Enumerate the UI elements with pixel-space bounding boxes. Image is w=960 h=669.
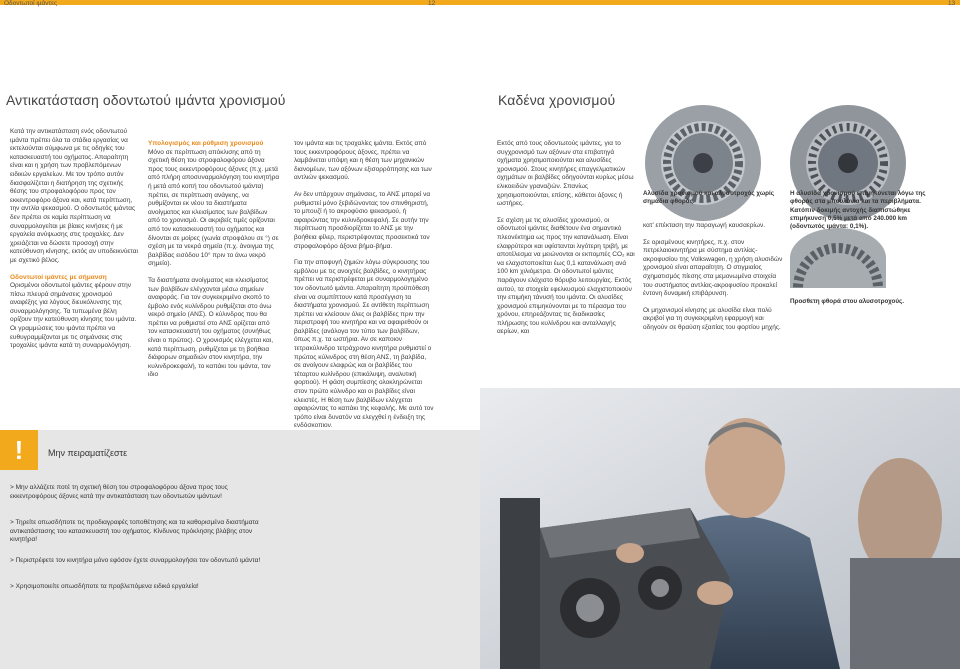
column-2 <box>148 140 280 380</box>
warning-bullet: > Χρησιμοποιείτε οπωσδήποτε τα προβλεπόμενα ειδικά εργαλεία! <box>10 583 199 590</box>
paragraph: Μόνο σε περίπτωση απόκλισης από τη σχετική θέση του στροφαλοφόρου άξονα προς τους εκκεντροφόρους άξονες (π.χ. μετά από πλήρη αποσυναρμολόγηση του κινητήρα ή μετά από κοπή του οδοντωτού ιμάντα) πρέπει, σε περίπτωση ανάγκης, να ρυθμίζονται εκ νέου τα διαστήματα ανοίγματος και κλεισίματος των βαλβίδων από το χρονισμό. Οι ακριβείς τιμές ορίζονται από τον κατασκευαστή του οχήματος και δίνονται σε μοίρες (γωνία στροφάλου σε °) σε σχέση με τα νεκρά σημεία (π.χ. άνοιγμα της βαλβίδας εισόδου 10° πριν το άνω νεκρό σημείο). <box>148 148 280 268</box>
column-4 <box>497 140 637 337</box>
paragraph: Σε ορισμένους κινητήρες, π.χ. στον πετρελαιοκινητήρα με σύστημα αντλίας-ακροφυσίου της Volkswagen, η χρήση αλυσιδών χρονισμού είναι απαραίτητη. Ο στιγμιαίος σχηματισμός πίεσης στα μεμονωμένα στοιχεία του συστήματος αντλίας-ακροφυσίου προκαλεί έντονη δυναμική επιβάρυνση. <box>643 238 783 298</box>
chain-wear-detail-photo <box>790 228 886 288</box>
subheading: Υπολογισμός και ρύθμιση χρονισμού <box>148 140 264 147</box>
paragraph: Εκτός από τους οδοντωτούς ιμάντες, για το συγχρονισμό των αξόνων στα επιβατηγά οχήματα χρησιμοποιούνται και αλυσίδες χρονισμού. Στους κινητήρες επαγγελματικών οχημάτων οι βαλβίδες οδηγούνται κυρίως μέσω ελικοειδών γραναζιών. Σπανίως χρησιμοποιούνται, επίσης, κάθετοι άξονες ή ωστήρες. <box>497 140 634 208</box>
page-number-left: 12 <box>428 0 436 7</box>
page-number-right: 13 <box>948 0 956 7</box>
column-5 <box>643 222 783 333</box>
top-accent-bar <box>0 0 960 5</box>
warning-box <box>0 430 480 669</box>
warning-bullet: > Περιστρέφετε τον κινητήρα μόνο εφόσον έχετε συναρμολογήσει τον οδοντωτό ιμάντα! <box>10 557 261 564</box>
column-1 <box>10 128 140 351</box>
paragraph: Αν δεν υπάρχουν σημάνσεις, το ΑΝΣ μπορεί να ρυθμιστεί μόνο ξεβιδώνοντας τον σπινθηριστή, το μπουζί ή το ακροφύσιο ψεκασμού, ή αφαιρώντας την κυλινδροκεφαλή. Σε αυτήν την περίπτωση προσδιορίζεται το ΑΝΣ με την βοήθεια φίλερ, περιστρέφοντας προσεκτικά τον στροφαλοφόρο άξονα βήμα-βήμα. <box>294 190 431 250</box>
warning-bullet: > Τηρείτε οπωσδήποτε τις προδιαγραφές τοποθέτησης και τα καθορισμένα διαστήματα αντικατάστασης του κατασκευαστή του οχήματος. Κίνδυνος πρόκλησης βλάβης στον κινητήρα! <box>10 519 259 543</box>
paragraph: Σε σχέση με τις αλυσίδες χρονισμού, οι οδοντωτοί ιμάντες διαθέτουν ένα σημαντικό πλεονέκτημα ως προς την κατανάλωση. Είναι ελαφρύτεροι και υφίστανται λιγότερη τριβή, με αποτέλεσμα να μειώνονται οι εκπομπές CO₂ και να ελαχιστοποιείται έως 0,1 κατανάλωση ανά 100 km χιλιόμετρα. Οι οδοντωτοί ιμάντες παράγουν ελάχιστο θόρυβο λειτουργίας. Εκτός αυτού, τα στοιχεία εφελκυσμού ελαχιστοποιούν την επιμήκη τάνυσή του ιμάντα. Οι αλυσίδες χρονισμού επιμηκύνονται με το πέρασμα του χρόνου, επηρεάζοντας τις διαδικασίες πλήρωσης του κυλίνδρου και ανταλλαγής αερίων, και <box>497 216 635 336</box>
paragraph: Τα διαστήματα ανοίγματος και κλεισίματος των βαλβίδων ελέγχονται μέσω σημείων αναφοράς. Για τον συγκεκριμένο σκοπό το έμβολο ενός κυλίνδρου ρυθμίζεται στο άνω νεκρό σημείο (ΑΝΣ). Ο κύλινδρος που θα πρέπει να ρυθμιστεί στο ΑΝΣ ορίζεται από τον κατασκευαστή του οχήματος (συνήθως είναι ο πρώτος). Ο χρονισμός ελέγχεται και, κατά περίπτωση, ρυθμίζεται με τη βοήθεια διάφορων σημαδιών στον κινητήρα, την κυλινδροκεφαλή, το καπάκι του ιμάντα, τον ιδιο <box>148 276 274 379</box>
section-title-right: Καδένα χρονισμού <box>498 92 616 108</box>
warning-icon: ! <box>0 430 38 470</box>
caption-chain-elongation: Η αλυσίδα χρονισμού επιμηκύνεται λόγω της φθοράς στα μπουλόνια και τα περιβλήματα. Κατόπιν δοκιμής αντοχής διαπιστώθηκε επιμήκυνση 0,5% μετά από 240.000 km (οδοντωτός ιμάντα: 0,1%). <box>790 190 926 231</box>
paragraph: Κατά την αντικατάσταση ενός οδοντωτού ιμάντα πρέπει όλα τα στάδια εργασίας να εκτελούνται σύμφωνα με τις οδηγίες του κατασκευαστή του οχήματος. Απαραίτητη είναι και η χρήση των προβλεπόμενων ειδικών εργαλείων. Με τον τρόπο αυτόν διασφαλίζεται η διατήρηση της σχετικής θέσης του στροφαλοφόρου προς τον εκκεντροφόρο άξονα και, κατά περίπτωση, την αντλία ψεκασμού. Ο οδοντωτός ιμάντας δεν πρέπει σε καμία περίπτωση να συναρμολογείται με βίαιες κινήσεις ή με εργαλεία ανύψωσης στις τροχαλίες. Δεν χρειάζεται να δώσετε προσοχή στην κατεύθυνση κίνησης, εκτός αν υποδεικνύεται με σχετικό βέλος. <box>10 128 138 264</box>
subheading: Οδοντωτοί ιμάντες με σήμανση <box>10 273 107 281</box>
running-header: Οδοντωτοί ιμάντες <box>4 0 58 7</box>
mechanic-engine-photo <box>480 388 960 669</box>
paragraph: τον ιμάντα και τις τροχαλίες ιμάντα. Εκτός από τους εκκεντροφόρους άξονες, πρέπει να λαμβάνεται υπόψη και η θέση των μηχανικών διανομέων, των αξόνων εξισορρόπησης και των αντλιών ψεκασμού. <box>294 140 432 182</box>
paragraph: Ορισμένοι οδοντωτοί ιμάντες φέρουν στην πίσω πλευρά σημάνσεις χρονισμού αναφέξης για λόγους διευκόλυνσης της συναρμολόγησης. Τα τυπωμένα βέλη ορίζουν την κατεύθυνση κίνησης του ιμάντα. Οι γραμμώσεις του ιμάντα πρέπει να ευθυγραμμίζονται με τις σημάνσεις στις τροχαλίες ιμάντα κατά τη συναρμολόγηση. <box>10 282 137 350</box>
paragraph: Οι μηχανισμοί κίνησης με αλυσίδα είναι πολύ ακριβοί για τη συγκεκριμένη εφαρμογή και οδηγούν σε θραύση εξαιτίας του φορτίου μηχής. <box>643 306 781 331</box>
paragraph: κατ' επέκταση την παραγωγή καυσαερίων. <box>643 222 766 229</box>
warning-bullet: > Μην αλλάζετε ποτέ τη σχετική θέση του στροφαλοφόρου άξονα προς τους εκκεντροφόρους άξονες κατά την αντικατάσταση των οδοντωτών ιμάντων! <box>10 484 228 500</box>
column-3 <box>294 140 434 431</box>
caption-chain-no-wear: Αλυσίδα χρονισμού και αλυσοτροχός χωρίς σημάδια φθοράς. <box>643 190 775 206</box>
paragraph: Για την αποφυγή ζημιών λόγω σύγκρουσης του εμβόλου με τις ανοιχτές βαλβίδες, ο κινητήρας πρέπει να περιστρέφεται με συναρμολογημένο τον οδοντωτό ιμάντα. Απαραίτητη προϋπόθεση είναι να συμπίπτουν κατά προσέγγιση τα διαστήματα χρονισμού. Σε αντίθετη περίπτωση πρέπει να κλείσουν όλες οι βαλβίδες πριν την περιστροφή του κινητήρα και να αφαιρεθούν οι βαλβίδες (ανάλογα τον τύπο των βαλβίδων, όπως π.χ. τα ωστήρια. Αν σε καποιον τετρακύλινδρο τετράχρονο κινητήρα ρυθμιστεί ο πρώτος κύλινδρος στη θέση ΑΝΣ, τη βαλβίδα, σε ανοίγουν ελαφρώς και οι βαλβίδες του τέταρτου κυλίνδρου (επικάλυψη, αναλυτική φορτιού). Η φάση συμπίεσης ολοκληρώνεται στον πρώτο κύλινδρο και οι βαλβίδες είναι κλειστές. Η θέση των βαλβίδων ελέγχεται αφαιρώντας το καπάκι της κεφαλής. Με αυτό τον τρόπο είναι δυνατόν να ελεγχθεί η ένδειξη της ενδόσκοπιον. <box>294 259 434 430</box>
caption-sprocket-wear: Προσθετη φθορά στου αλυσοτροχούς. <box>790 298 905 305</box>
section-title-left: Αντικατάσταση οδοντωτού ιμάντα χρονισμού <box>6 92 286 108</box>
warning-title: Μην πειραματίζεστε <box>48 448 128 458</box>
